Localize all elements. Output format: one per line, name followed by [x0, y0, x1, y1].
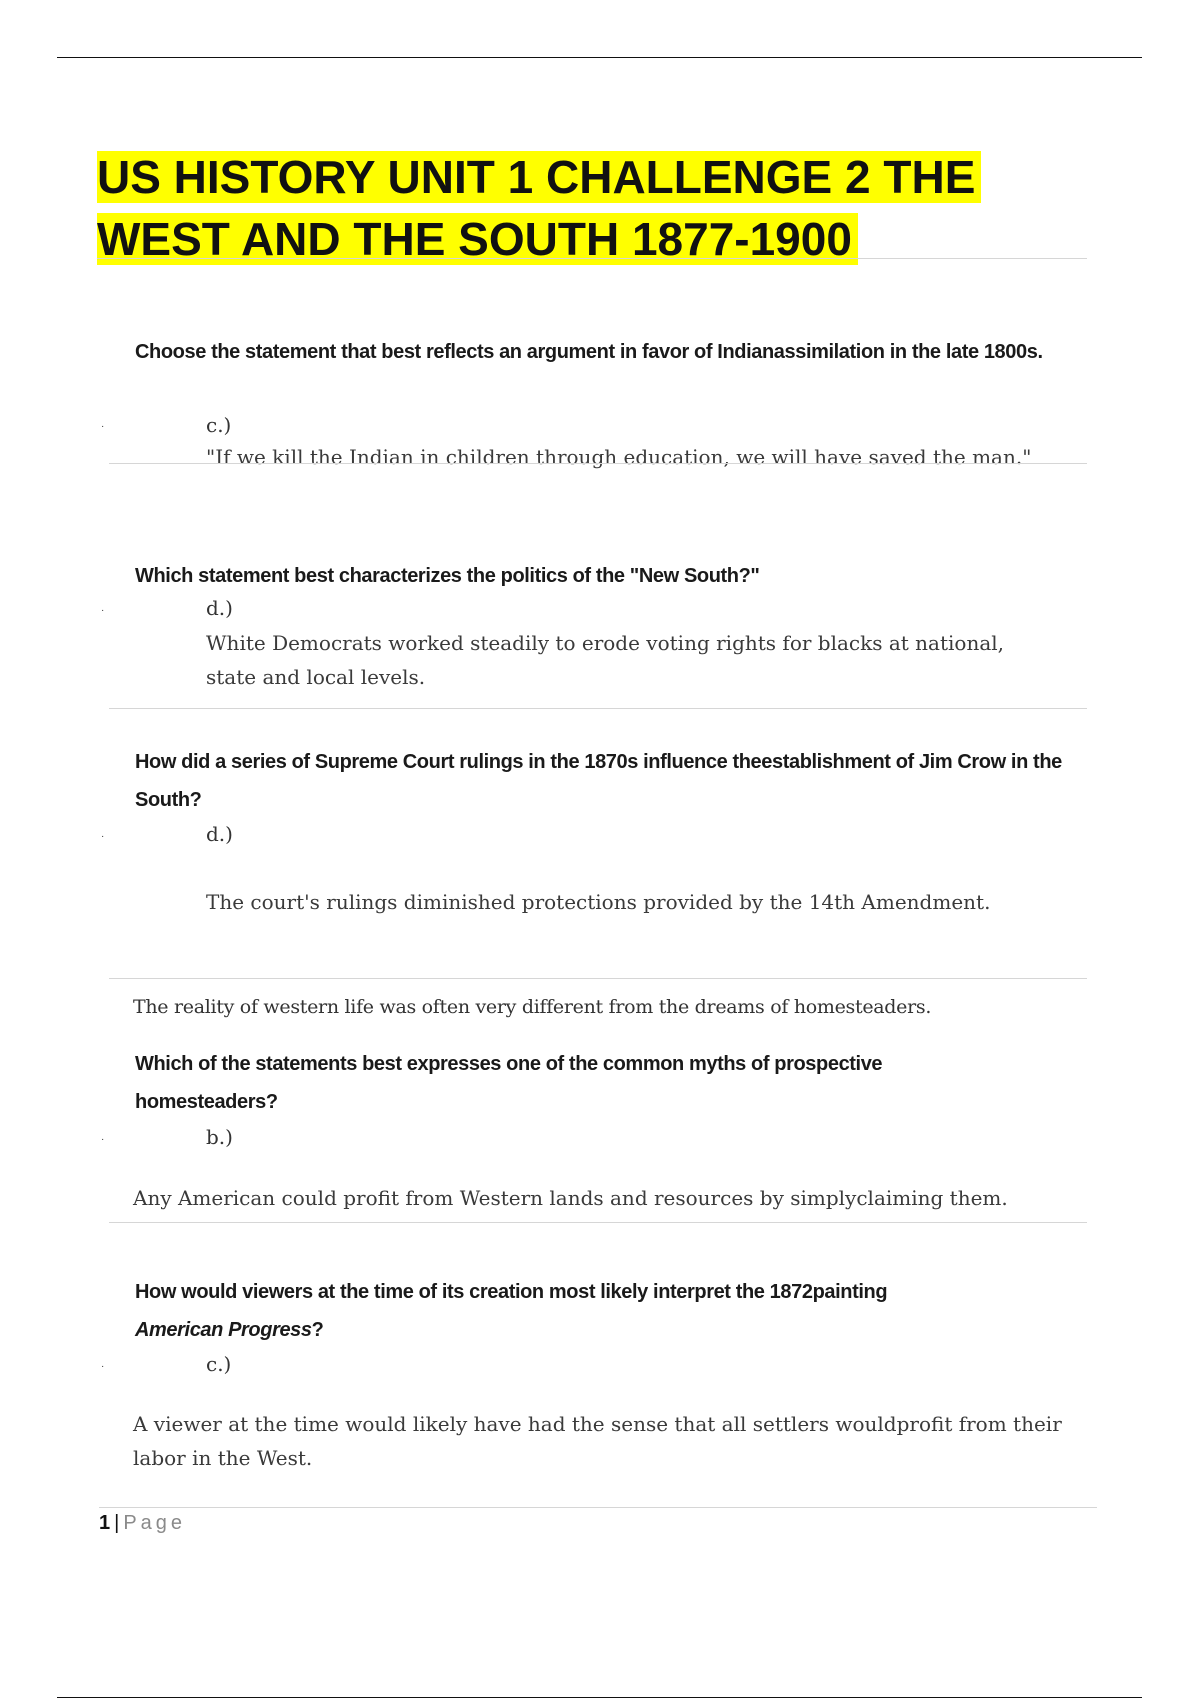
title-line-1: US HISTORY UNIT 1 CHALLENGE 2 THE	[97, 151, 981, 203]
page-label: Page	[123, 1512, 187, 1534]
question-text	[135, 1273, 1095, 1349]
painting-title: American Progress	[135, 1319, 312, 1341]
page-footer	[99, 1509, 186, 1537]
bottom-rule	[57, 1697, 1142, 1698]
divider	[109, 708, 1087, 709]
divider	[99, 1507, 1097, 1508]
page-number: 1	[99, 1512, 111, 1534]
title-underline	[97, 258, 1087, 259]
answer-option-letter: d.)	[206, 596, 233, 620]
answer-option-letter: d.)	[206, 822, 233, 846]
question-text-suffix: ?	[311, 1319, 324, 1341]
answer-text: "If we kill the Indian in children through education, we will have saved the man."	[206, 445, 1032, 469]
answer-text: The court's rulings diminished protections provided by the 14th Amendment.	[206, 890, 991, 914]
title-line-2: WEST AND THE SOUTH 1877-1900	[97, 213, 858, 265]
document-title	[97, 146, 1097, 270]
bullet-icon: ·	[101, 1134, 105, 1145]
question-text: Choose the statement that best reflects an argument in favor of Indianassimilation in the late 1800s.	[135, 341, 1043, 363]
answer-text: A viewer at the time would likely have had the sense that all settlers wouldprofit from their labor in the West.	[133, 1412, 1062, 1470]
divider	[109, 1222, 1087, 1223]
question-text: How did a series of Supreme Court rulings in the 1870s influence theestablishment of Jim Crow in the South?	[135, 751, 1062, 811]
question-text: Which of the statements best expresses one of the common myths of prospective homesteaders?	[135, 1053, 883, 1113]
answer-text: White Democrats worked steadily to erode voting rights for blacks at national, state and local levels.	[206, 631, 1004, 689]
answer-text: Any American could profit from Western lands and resources by simplyclaiming them.	[133, 1186, 1008, 1210]
bullet-icon: ·	[101, 605, 105, 616]
bullet-icon: ·	[101, 1361, 105, 1372]
answer-option-letter: b.)	[206, 1125, 233, 1149]
answer-option-letter: c.)	[206, 413, 232, 437]
footer-separator: |	[114, 1512, 120, 1534]
question-text-prefix: How would viewers at the time of its creation most likely interpret the 1872painting	[135, 1281, 888, 1303]
question-intro-text: The reality of western life was often very different from the dreams of homesteaders.	[133, 996, 932, 1018]
bullet-icon: ·	[101, 831, 105, 842]
divider	[109, 463, 1087, 464]
question-text: Which statement best characterizes the politics of the "New South?"	[135, 565, 760, 587]
bullet-icon: ·	[101, 421, 105, 432]
top-rule	[57, 57, 1142, 58]
divider	[109, 978, 1087, 979]
answer-option-letter: c.)	[206, 1352, 232, 1376]
